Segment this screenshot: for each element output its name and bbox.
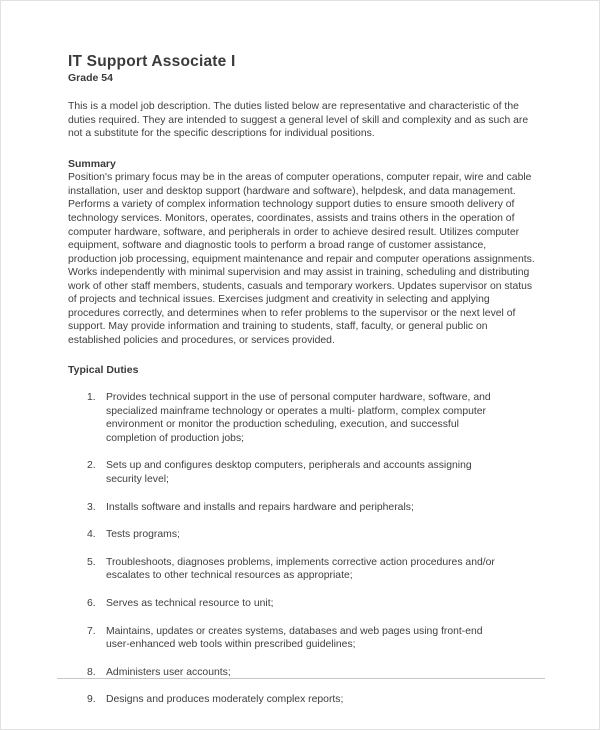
list-item-number: 3. bbox=[87, 501, 96, 513]
section-heading-typical-duties: Typical Duties bbox=[68, 364, 139, 377]
list-item bbox=[68, 597, 499, 611]
list-item-text: Installs software and installs and repairs hardware and peripherals; bbox=[106, 501, 414, 513]
list-item-number: 2. bbox=[87, 460, 96, 472]
list-item bbox=[68, 391, 499, 445]
list-item-number: 9. bbox=[87, 694, 96, 706]
list-item bbox=[68, 625, 499, 652]
typical-duties-list bbox=[68, 391, 537, 707]
list-item-number: 7. bbox=[87, 625, 96, 637]
list-item-number: 8. bbox=[87, 666, 96, 678]
footer-divider bbox=[57, 678, 545, 679]
list-item-text: Provides technical support in the use of personal computer hardware, software, and specialized mainframe technology or operates a multi- platform, complex computer environment or monitor the production scheduling, execution, and successful completion of production jobs; bbox=[106, 392, 491, 444]
list-item-text: Tests programs; bbox=[106, 529, 180, 541]
document-content bbox=[68, 53, 537, 707]
list-item-text: Troubleshoots, diagnoses problems, implements corrective action procedures and/or escalates to other technical resources as appropriate; bbox=[106, 556, 495, 582]
list-item-text: Maintains, updates or creates systems, databases and web pages using front-end user-enhanced web tools within prescribed guidelines; bbox=[106, 625, 483, 651]
summary-paragraph: Position's primary focus may be in the areas of computer operations, computer repair, wire and cable installation, user and desktop support (hardware and software), helpdesk, and data management. Performs a variety of complex information technology support duties to ensure smooth delivery of technology services. Monitors, operates, coordinates, assists and trains others in the operation of computer hardware, software, and peripherals in order to achieve desired result. Utilizes computer equipment, software and diagnostic tools to perform a broad range of customer assistance, production job processing, equipment maintenance and repair and computer operations assignments. Works independently with minimal supervision and may assist in training, scheduling and distributing work of other staff members, students, casuals and temporary workers. Updates supervisor on status of projects and technical issues. Exercises judgment and creativity in selecting and applying procedures correctly, and determines when to refer problems to the supervisor or the next level of support. May provide information and training to students, staff, faculty, or general public on established policies and procedures, or services provided. bbox=[68, 172, 535, 346]
list-item bbox=[68, 556, 499, 583]
list-item bbox=[68, 693, 499, 707]
list-item bbox=[68, 459, 499, 486]
intro-paragraph: This is a model job description. The duties listed below are representative and characteristic of the duties required. They are intended to suggest a general level of skill and complexity and as such are not a substitute for the specific descriptions for individual positions. bbox=[68, 100, 529, 140]
list-item-text: Serves as technical resource to unit; bbox=[106, 597, 274, 609]
list-item-text: Administers user accounts; bbox=[106, 666, 231, 678]
list-item-number: 4. bbox=[87, 529, 96, 541]
list-item bbox=[68, 501, 499, 515]
list-item-number: 5. bbox=[87, 556, 96, 568]
list-item bbox=[68, 528, 499, 542]
list-item-text: Sets up and configures desktop computers, peripherals and accounts assigning security level; bbox=[106, 460, 472, 485]
list-item-text: Designs and produces moderately complex reports; bbox=[106, 694, 344, 706]
page-title: IT Support Associate I bbox=[68, 53, 236, 70]
list-item-number: 1. bbox=[87, 392, 96, 404]
list-item-number: 6. bbox=[87, 597, 96, 609]
section-heading-summary: Summary bbox=[68, 157, 116, 170]
grade-label: Grade 54 bbox=[68, 72, 113, 85]
